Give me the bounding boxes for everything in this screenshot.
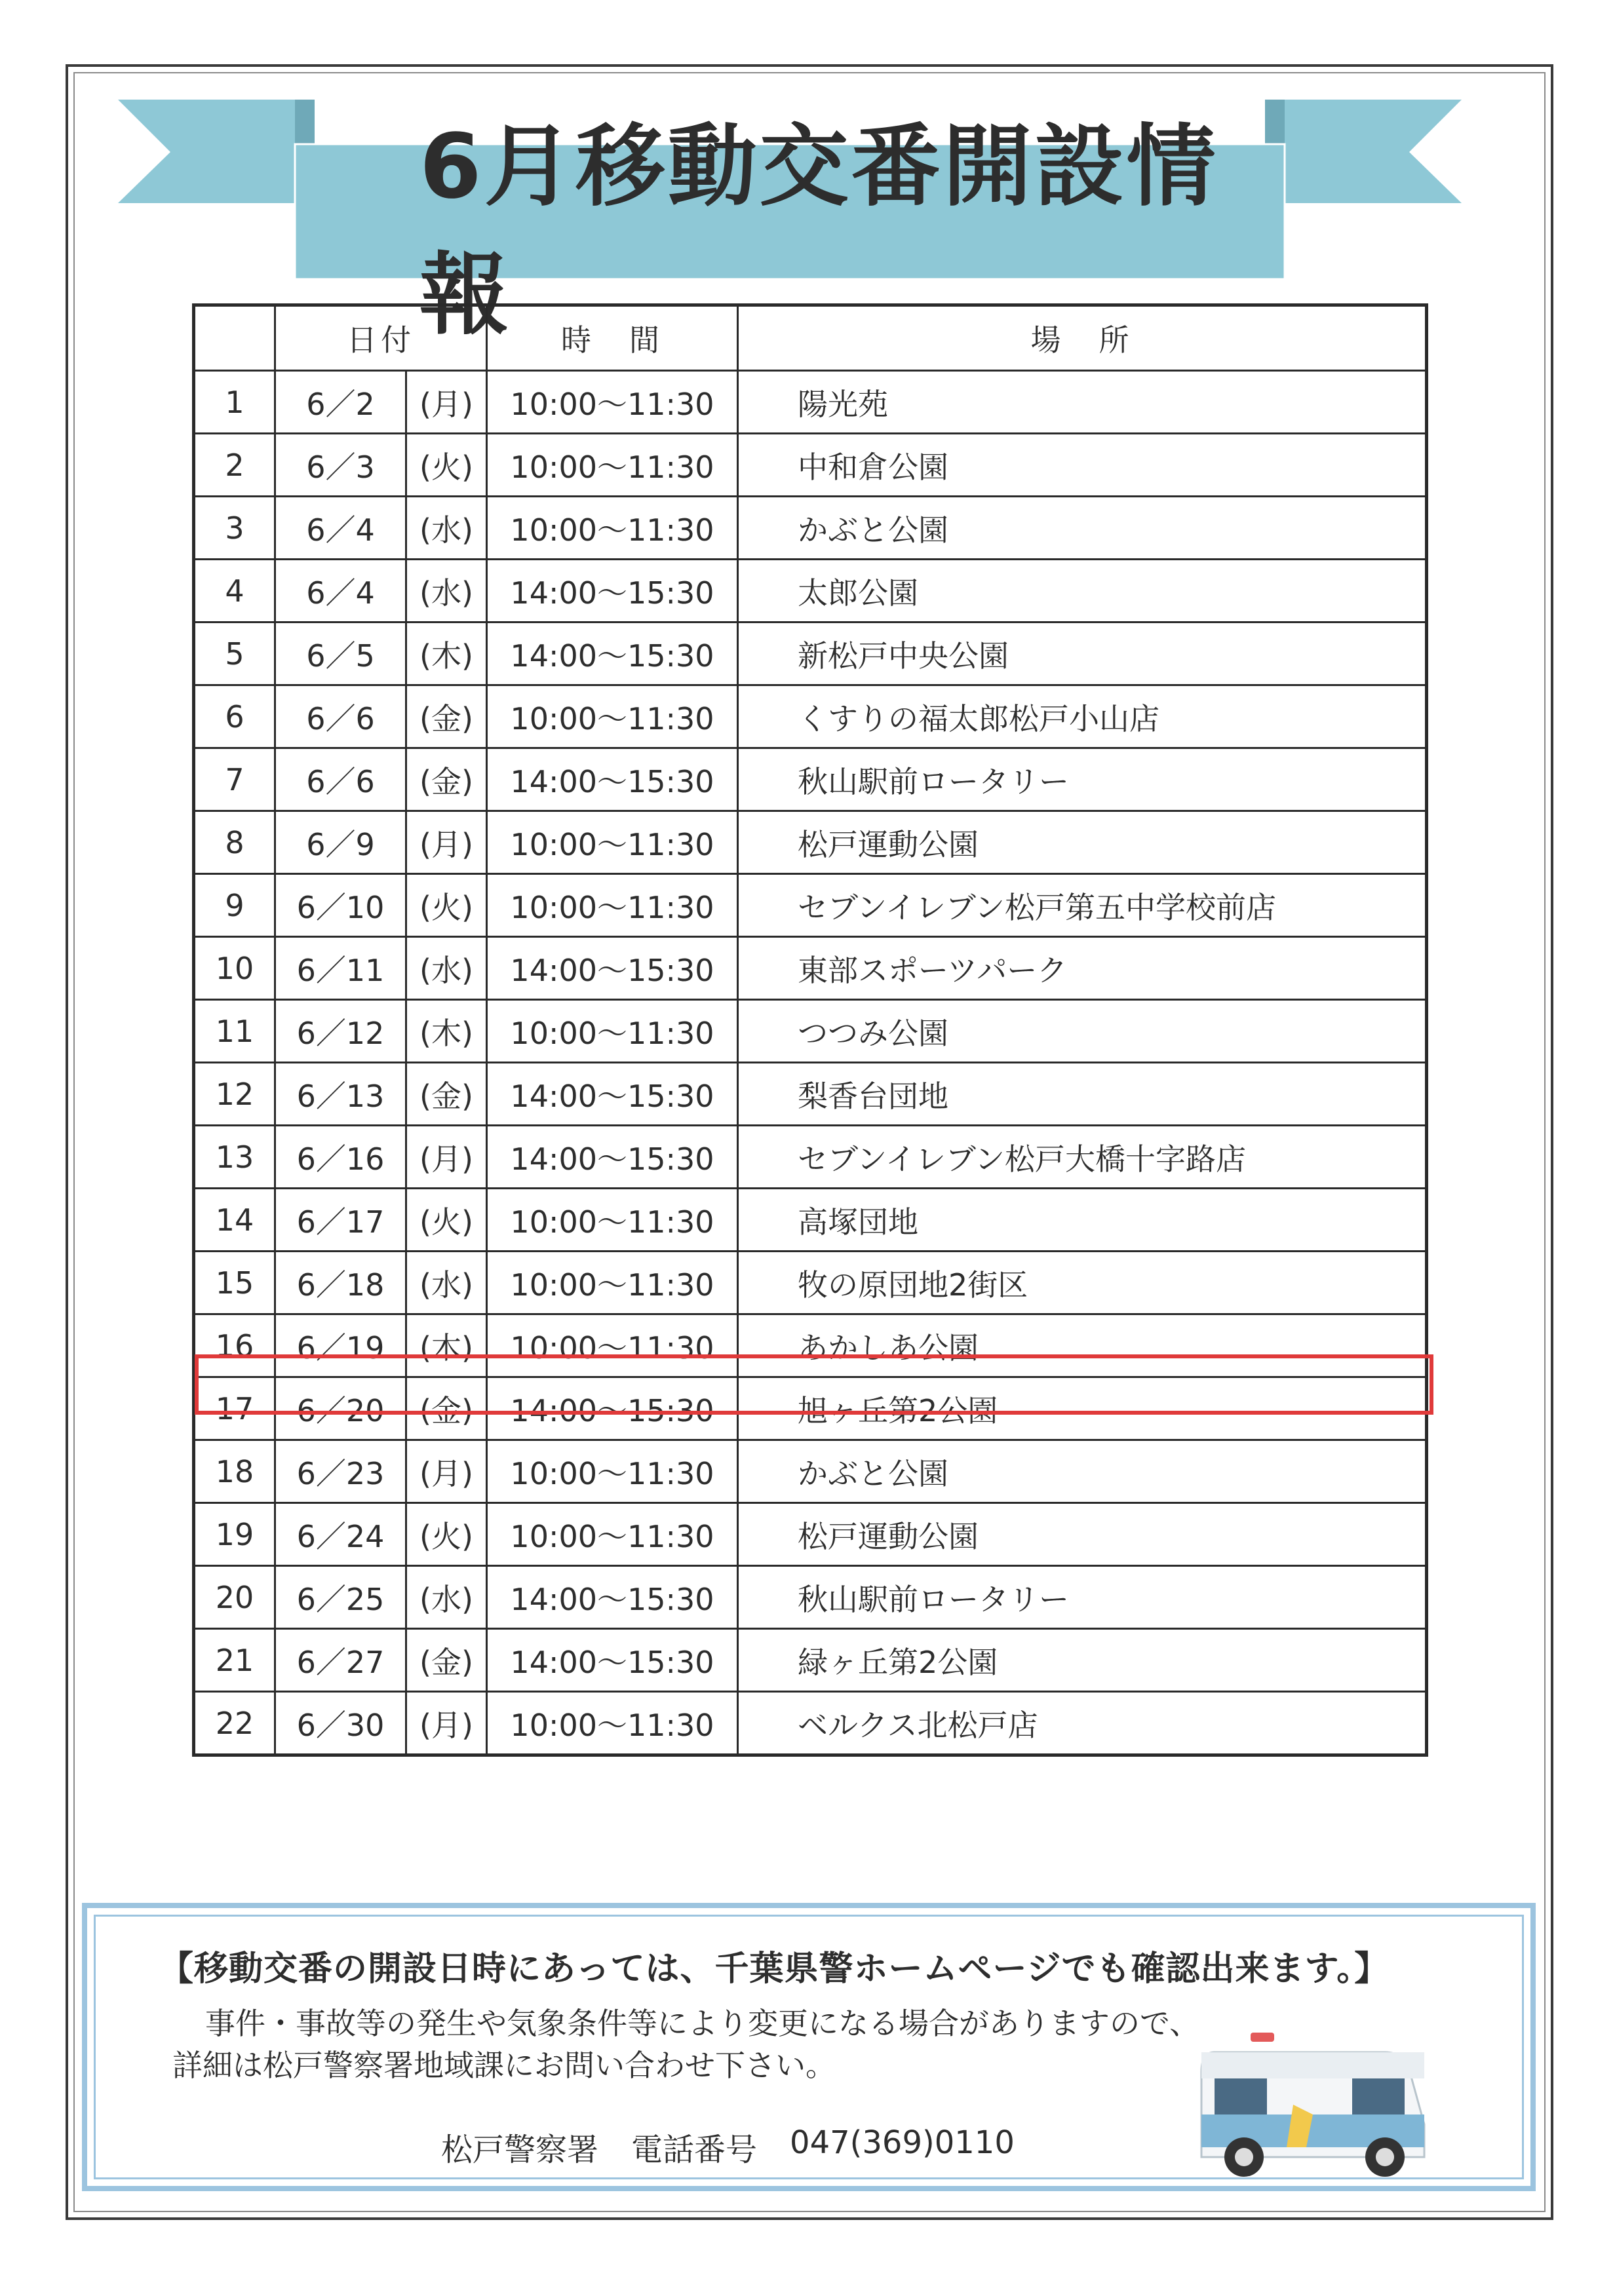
row-time: 10:00～11:30 [487,1503,738,1566]
phone-label: 電話番号 [631,2132,758,2168]
header-date: 日付 [275,305,487,371]
row-weekday: (月) [406,1126,487,1189]
table-row [194,497,1427,560]
row-date: 6／24 [275,1503,406,1566]
info-line-1: 事件・事故等の発生や気象条件等により変更になる場合がありますので、 [205,2006,1200,2041]
row-place: くすりの福太郎松戸小山店 [738,685,1427,748]
row-date: 6／9 [275,811,406,874]
row-place: 東部スポーツパーク [738,937,1427,1000]
row-number: 21 [194,1629,275,1692]
row-date: 6／11 [275,937,406,1000]
row-time: 14:00～15:30 [487,622,738,685]
row-place: 高塚団地 [738,1189,1427,1252]
row-date: 6／27 [275,1629,406,1692]
row-number: 3 [194,497,275,560]
table-row [194,811,1427,874]
contact-line [441,2124,1015,2170]
row-date: 6／12 [275,1000,406,1063]
header-place: 場 所 [738,305,1427,371]
row-time: 14:00～15:30 [487,1566,738,1629]
row-weekday: (火) [406,1503,487,1566]
row-place: 秋山駅前ロータリー [738,748,1427,811]
table-row [194,937,1427,1000]
row-place: 秋山駅前ロータリー [738,1566,1427,1629]
row-date: 6／16 [275,1126,406,1189]
table-row [194,748,1427,811]
row-number: 13 [194,1126,275,1189]
row-weekday: (火) [406,1189,487,1252]
row-time: 10:00～11:30 [487,874,738,937]
table-row [194,1377,1427,1440]
row-weekday: (火) [406,434,487,497]
table-row [194,1126,1427,1189]
row-place: かぶと公園 [738,1440,1427,1503]
row-place: かぶと公園 [738,497,1427,560]
row-place: 松戸運動公園 [738,1503,1427,1566]
row-weekday: (月) [406,1440,487,1503]
row-number: 12 [194,1063,275,1126]
table-row [194,1189,1427,1252]
row-place: ベルクス北松戸店 [738,1692,1427,1755]
row-date: 6／4 [275,560,406,622]
row-date: 6／3 [275,434,406,497]
row-number: 14 [194,1189,275,1252]
row-weekday: (月) [406,1692,487,1755]
row-place: 緑ヶ丘第2公園 [738,1629,1427,1692]
row-number: 17 [194,1377,275,1440]
row-date: 6／5 [275,622,406,685]
table-row [194,1692,1427,1755]
table-row [194,685,1427,748]
row-place: セブンイレブン松戸第五中学校前店 [738,874,1427,937]
row-weekday: (金) [406,1377,487,1440]
row-number: 9 [194,874,275,937]
row-number: 2 [194,434,275,497]
row-number: 4 [194,560,275,622]
row-date: 6／20 [275,1377,406,1440]
table-header-row [194,305,1427,371]
row-number: 10 [194,937,275,1000]
row-date: 6／18 [275,1252,406,1314]
station-name: 松戸警察署 [441,2132,599,2168]
row-weekday: (金) [406,1063,487,1126]
row-weekday: (月) [406,371,487,434]
table-row [194,874,1427,937]
row-number: 11 [194,1000,275,1063]
row-time: 10:00～11:30 [487,1440,738,1503]
row-place: 陽光苑 [738,371,1427,434]
phone-number: 047(369)0110 [790,2124,1015,2161]
row-place: あかしあ公園 [738,1314,1427,1377]
row-weekday: (水) [406,560,487,622]
row-weekday: (月) [406,811,487,874]
row-time: 14:00～15:30 [487,1629,738,1692]
schedule-table [192,303,1428,1757]
row-date: 6／25 [275,1566,406,1629]
row-time: 10:00～11:30 [487,1000,738,1063]
row-number: 22 [194,1692,275,1755]
row-place: セブンイレブン松戸大橋十字路店 [738,1126,1427,1189]
row-number: 8 [194,811,275,874]
row-time: 10:00～11:30 [487,811,738,874]
row-date: 6／19 [275,1314,406,1377]
row-time: 10:00～11:30 [487,434,738,497]
row-place: 松戸運動公園 [738,811,1427,874]
row-number: 18 [194,1440,275,1503]
row-number: 7 [194,748,275,811]
row-time: 14:00～15:30 [487,1126,738,1189]
row-time: 10:00～11:30 [487,685,738,748]
row-place: 中和倉公園 [738,434,1427,497]
row-date: 6／30 [275,1692,406,1755]
row-number: 1 [194,371,275,434]
row-weekday: (金) [406,685,487,748]
row-date: 6／13 [275,1063,406,1126]
info-panel [82,1903,1536,2191]
table-row [194,1252,1427,1314]
row-date: 6／2 [275,371,406,434]
table-row [194,622,1427,685]
row-weekday: (金) [406,748,487,811]
row-weekday: (木) [406,1314,487,1377]
row-time: 10:00～11:30 [487,497,738,560]
row-weekday: (木) [406,1000,487,1063]
row-date: 6／6 [275,748,406,811]
table-row [194,1629,1427,1692]
table-row [194,1063,1427,1126]
row-time: 10:00～11:30 [487,1314,738,1377]
row-number: 19 [194,1503,275,1566]
row-weekday: (水) [406,497,487,560]
police-van-icon [1188,2026,1437,2183]
row-time: 14:00～15:30 [487,748,738,811]
table-row [194,1314,1427,1377]
info-line-2: 詳細は松戸警察署地域課にお問い合わせ下さい。 [172,2048,836,2083]
row-number: 16 [194,1314,275,1377]
row-time: 10:00～11:30 [487,1189,738,1252]
row-number: 15 [194,1252,275,1314]
row-place: つつみ公園 [738,1000,1427,1063]
row-number: 5 [194,622,275,685]
row-weekday: (水) [406,937,487,1000]
table-row [194,1503,1427,1566]
header-no [194,305,275,371]
row-weekday: (木) [406,622,487,685]
row-weekday: (金) [406,1629,487,1692]
row-time: 10:00～11:30 [487,1692,738,1755]
info-heading: 【移動交番の開設日時にあっては、千葉県警ホームページでも確認出来ます。】 [159,1949,1390,1989]
table-row [194,560,1427,622]
row-time: 10:00～11:30 [487,371,738,434]
header-time: 時 間 [487,305,738,371]
table-row [194,1000,1427,1063]
row-place: 新松戸中央公園 [738,622,1427,685]
row-time: 10:00～11:30 [487,1252,738,1314]
row-date: 6／10 [275,874,406,937]
row-weekday: (水) [406,1566,487,1629]
row-time: 14:00～15:30 [487,1377,738,1440]
row-date: 6／17 [275,1189,406,1252]
row-place: 牧の原団地2街区 [738,1252,1427,1314]
row-number: 20 [194,1566,275,1629]
row-date: 6／4 [275,497,406,560]
row-number: 6 [194,685,275,748]
row-time: 14:00～15:30 [487,560,738,622]
table-row [194,1566,1427,1629]
row-place: 旭ヶ丘第2公園 [738,1377,1427,1440]
row-date: 6／23 [275,1440,406,1503]
row-place: 梨香台団地 [738,1063,1427,1126]
row-place: 太郎公園 [738,560,1427,622]
row-time: 14:00～15:30 [487,1063,738,1126]
table-row [194,1440,1427,1503]
page-title: 6月移動交番開設情報 [419,115,1218,347]
table-row [194,371,1427,434]
row-weekday: (火) [406,874,487,937]
table-row [194,434,1427,497]
row-date: 6／6 [275,685,406,748]
row-weekday: (水) [406,1252,487,1314]
row-time: 14:00～15:30 [487,937,738,1000]
